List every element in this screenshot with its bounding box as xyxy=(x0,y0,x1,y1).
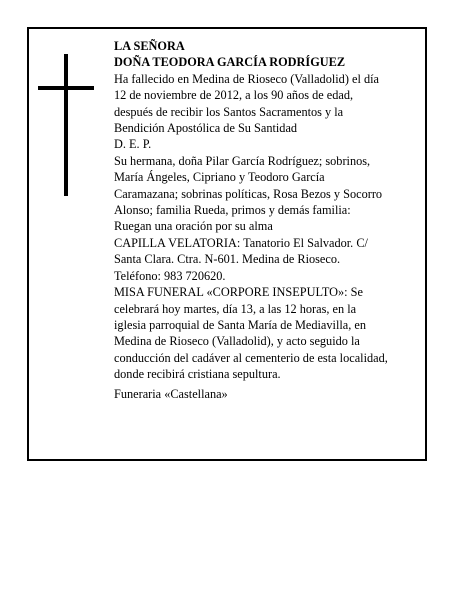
funeral-home-name: Funeraria «Castellana» xyxy=(114,386,228,401)
obituary-text xyxy=(114,38,420,402)
rip-abbreviation: D. E. P. xyxy=(114,137,152,152)
deceased-name: DOÑA TEODORA GARCÍA RODRÍGUEZ xyxy=(114,55,346,70)
notice-title-line-1: LA SEÑORA xyxy=(114,39,185,53)
chapel-information: CAPILLA VELATORIA: Tanatorio El Salvador. C/ Santa Clara. Ctra. N-601. Medina de Rioseco. Teléfono: 983 720620. xyxy=(114,235,368,283)
family-list: Su hermana, doña Pilar García Rodríguez; sobrinos, María Ángeles, Cipriano y Teodoro García Caramazana; sobrinas políticas, Rosa Bezos y Socorro Alonso; familia Rueda, primos y demás familia: xyxy=(114,153,383,218)
funeral-mass-information: MISA FUNERAL «CORPORE INSEPULTO»: Se celebrará hoy martes, día 13, a las 12 horas, en la iglesia parroquial de Santa María de Mediavilla, en Medina de Rioseco (Valladolid), y acto seguido la conducción del cadáver al cementerio de esta localidad, donde recibirá cristiana sepultura. xyxy=(114,285,388,382)
prayer-request: Ruegan una oración por su alma xyxy=(114,219,273,234)
cross-horizontal-bar xyxy=(38,86,94,90)
cross-icon xyxy=(38,54,94,196)
cross-vertical-bar xyxy=(64,54,68,196)
death-announcement: Ha fallecido en Medina de Rioseco (Valladolid) el día 12 de noviembre de 2012, a los 90 años de edad, después de recibir los Santos Sacramentos y la Bendición Apostólica de Su Santidad xyxy=(114,71,379,136)
